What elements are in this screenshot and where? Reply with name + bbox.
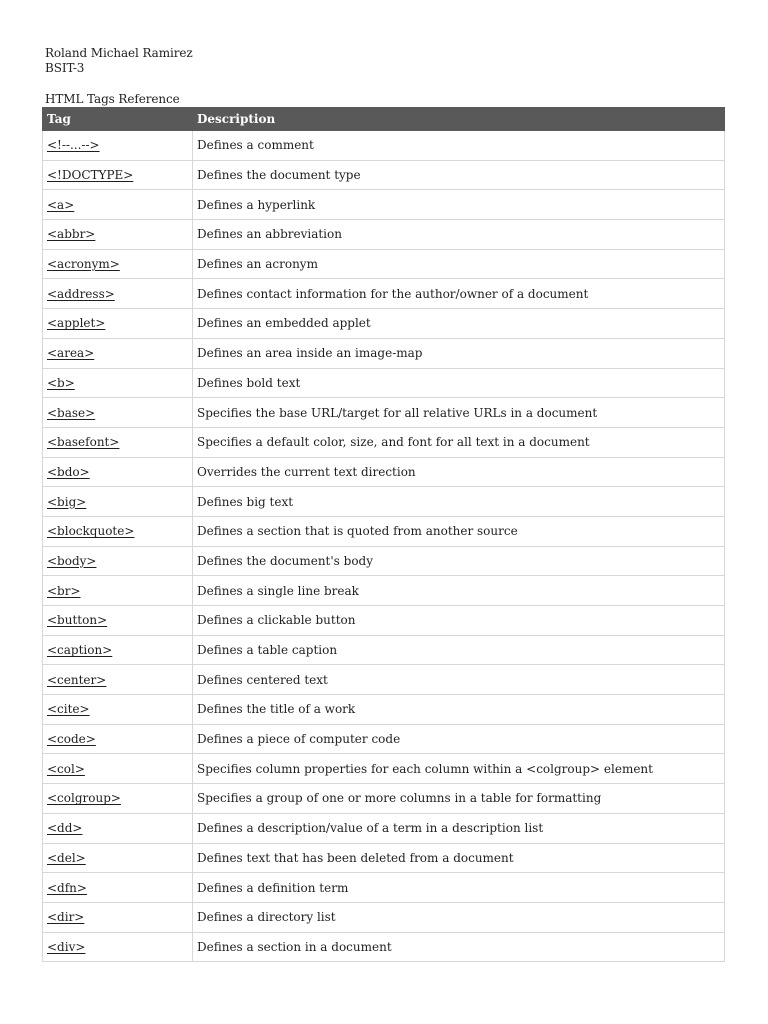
description-cell: Defines centered text xyxy=(193,665,725,695)
tag-link[interactable]: <area> xyxy=(47,346,95,361)
description-cell: Defines an acronym xyxy=(193,249,725,279)
description-cell: Defines the document type xyxy=(193,160,725,190)
description-cell: Overrides the current text direction xyxy=(193,457,725,487)
tag-cell xyxy=(43,279,193,309)
description-cell: Specifies a group of one or more columns in a table for formatting xyxy=(193,784,725,814)
table-row xyxy=(43,695,725,725)
tag-cell xyxy=(43,131,193,161)
tag-link[interactable]: <dd> xyxy=(47,821,83,836)
author-section: BSIT-3 xyxy=(45,61,85,75)
table-row xyxy=(43,160,725,190)
table-header xyxy=(43,108,725,131)
table-row xyxy=(43,427,725,457)
tag-link[interactable]: <b> xyxy=(47,375,75,390)
tag-link[interactable]: <caption> xyxy=(47,643,113,658)
tag-link[interactable]: <!DOCTYPE> xyxy=(47,168,134,183)
author-block xyxy=(45,46,193,76)
tag-cell xyxy=(43,338,193,368)
description-cell: Specifies a default color, size, and font for all text in a document xyxy=(193,427,725,457)
table-row xyxy=(43,813,725,843)
table-caption: HTML Tags Reference xyxy=(45,92,180,106)
tag-link[interactable]: <colgroup> xyxy=(47,791,121,806)
description-cell: Defines a definition term xyxy=(193,873,725,903)
tag-link[interactable]: <del> xyxy=(47,850,86,865)
tag-cell xyxy=(43,724,193,754)
table-row xyxy=(43,606,725,636)
description-cell: Defines a clickable button xyxy=(193,606,725,636)
tag-link[interactable]: <address> xyxy=(47,286,115,301)
table-row xyxy=(43,131,725,161)
tag-cell xyxy=(43,368,193,398)
description-cell: Defines bold text xyxy=(193,368,725,398)
description-cell: Defines text that has been deleted from a document xyxy=(193,843,725,873)
table-row xyxy=(43,665,725,695)
tag-link[interactable]: <blockquote> xyxy=(47,524,135,539)
table-row xyxy=(43,902,725,932)
tag-link[interactable]: <cite> xyxy=(47,702,90,717)
tag-link[interactable]: <big> xyxy=(47,494,87,509)
tag-cell xyxy=(43,754,193,784)
table-row xyxy=(43,279,725,309)
description-cell: Defines a single line break xyxy=(193,576,725,606)
table-body xyxy=(43,131,725,962)
description-cell: Defines a table caption xyxy=(193,635,725,665)
tag-cell xyxy=(43,546,193,576)
description-cell: Defines a comment xyxy=(193,131,725,161)
table-row xyxy=(43,576,725,606)
tag-cell xyxy=(43,576,193,606)
tag-cell xyxy=(43,932,193,962)
tag-cell xyxy=(43,843,193,873)
table-row xyxy=(43,457,725,487)
description-cell: Defines a description/value of a term in a description list xyxy=(193,813,725,843)
tag-link[interactable]: <base> xyxy=(47,405,96,420)
tag-link[interactable]: <applet> xyxy=(47,316,106,331)
tag-link[interactable]: <abbr> xyxy=(47,227,96,242)
description-cell: Defines contact information for the author/owner of a document xyxy=(193,279,725,309)
column-header-description: Description xyxy=(193,108,725,131)
table-header-row xyxy=(43,108,725,131)
description-cell: Specifies the base URL/target for all relative URLs in a document xyxy=(193,398,725,428)
description-cell: Specifies column properties for each column within a <colgroup> element xyxy=(193,754,725,784)
table-row xyxy=(43,487,725,517)
html-tags-table xyxy=(42,107,725,962)
tag-cell xyxy=(43,190,193,220)
tag-link[interactable]: <center> xyxy=(47,672,107,687)
table-row xyxy=(43,398,725,428)
tag-cell xyxy=(43,873,193,903)
author-name: Roland Michael Ramirez xyxy=(45,46,193,60)
tag-link[interactable]: <code> xyxy=(47,732,96,747)
tag-cell xyxy=(43,695,193,725)
table-row xyxy=(43,516,725,546)
table-row xyxy=(43,873,725,903)
description-cell: Defines a directory list xyxy=(193,902,725,932)
description-cell: Defines an embedded applet xyxy=(193,309,725,339)
description-cell: Defines the document's body xyxy=(193,546,725,576)
tag-cell xyxy=(43,784,193,814)
table-row xyxy=(43,309,725,339)
tag-cell xyxy=(43,220,193,250)
description-cell: Defines an area inside an image-map xyxy=(193,338,725,368)
tag-link[interactable]: <basefont> xyxy=(47,435,120,450)
description-cell: Defines the title of a work xyxy=(193,695,725,725)
table-row xyxy=(43,190,725,220)
tag-cell xyxy=(43,487,193,517)
tag-cell xyxy=(43,249,193,279)
table-row xyxy=(43,754,725,784)
tag-link[interactable]: <div> xyxy=(47,939,86,954)
tag-cell xyxy=(43,635,193,665)
tag-cell xyxy=(43,813,193,843)
description-cell: Defines a section in a document xyxy=(193,932,725,962)
tag-link[interactable]: <bdo> xyxy=(47,464,90,479)
description-cell: Defines an abbreviation xyxy=(193,220,725,250)
tag-cell xyxy=(43,160,193,190)
table-row xyxy=(43,932,725,962)
tag-link[interactable]: <br> xyxy=(47,583,81,598)
description-cell: Defines a hyperlink xyxy=(193,190,725,220)
column-header-tag: Tag xyxy=(43,108,193,131)
table-row xyxy=(43,635,725,665)
table-row xyxy=(43,249,725,279)
tag-cell xyxy=(43,398,193,428)
table-row xyxy=(43,368,725,398)
tag-cell xyxy=(43,516,193,546)
description-cell: Defines a section that is quoted from another source xyxy=(193,516,725,546)
table-row xyxy=(43,338,725,368)
table-row xyxy=(43,843,725,873)
table-row xyxy=(43,546,725,576)
tag-cell xyxy=(43,427,193,457)
tag-link[interactable]: <col> xyxy=(47,761,85,776)
description-cell: Defines big text xyxy=(193,487,725,517)
tag-link[interactable]: <button> xyxy=(47,613,108,628)
tag-cell xyxy=(43,665,193,695)
tag-link[interactable]: <dir> xyxy=(47,910,85,925)
tag-cell xyxy=(43,457,193,487)
tag-link[interactable]: <acronym> xyxy=(47,257,120,272)
tag-cell xyxy=(43,309,193,339)
table-row xyxy=(43,784,725,814)
tag-link[interactable]: <!--...--> xyxy=(47,138,100,153)
description-cell: Defines a piece of computer code xyxy=(193,724,725,754)
tag-link[interactable]: <dfn> xyxy=(47,880,87,895)
tag-cell xyxy=(43,902,193,932)
table-row xyxy=(43,220,725,250)
tag-cell xyxy=(43,606,193,636)
tag-link[interactable]: <body> xyxy=(47,553,97,568)
tag-link[interactable]: <a> xyxy=(47,197,75,212)
table-row xyxy=(43,724,725,754)
